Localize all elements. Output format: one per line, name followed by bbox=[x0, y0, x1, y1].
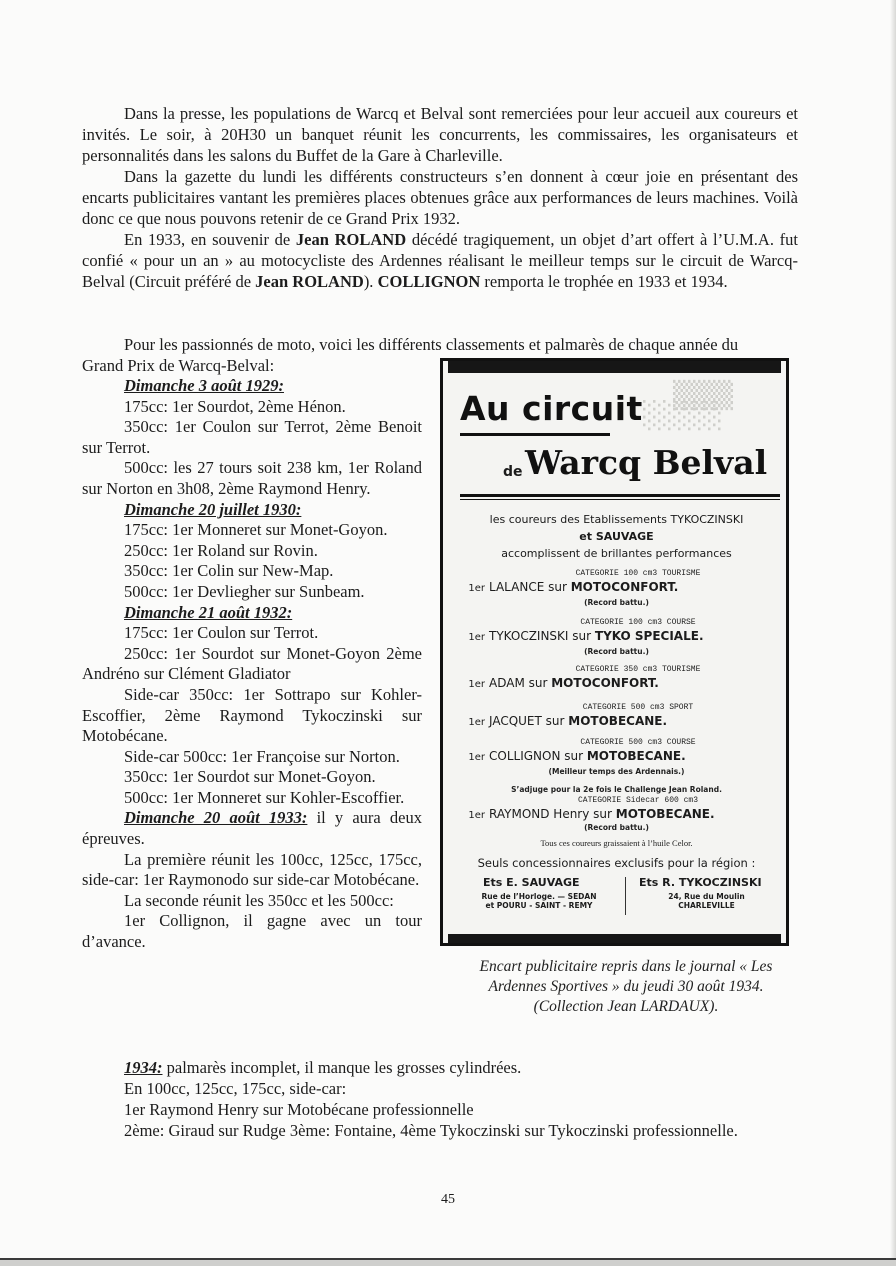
text-segment: décédé tragiquement, un objet d’art offert à l’U.M.A. fut confié « pour un an » au motocycliste des Ardennes réalisant le meilleur temps sur le circuit de Warcq-Belval (Circuit préféré de bbox=[82, 230, 798, 291]
palmares-intro-line2: Grand Prix de Warcq-Belval: bbox=[82, 356, 275, 375]
ad-note: (Record battu.) bbox=[584, 647, 649, 656]
ad-bike: TYKO SPECIALE. bbox=[594, 629, 704, 643]
ad-category: CATEGORIE 100 cm3 COURSE bbox=[580, 618, 696, 627]
result-line: 500cc: les 27 tours soit 238 km, 1er Roland sur Norton en 3h08, 2ème Raymond Henry. bbox=[82, 458, 422, 498]
result-line: 500cc: 1er Monneret sur Kohler-Escoffier. bbox=[124, 787, 405, 807]
ad-entry bbox=[457, 749, 777, 763]
caption-line: (Collection Jean LARDAUX). bbox=[533, 998, 719, 1015]
date-heading: Dimanche 20 juillet 1930: bbox=[124, 499, 302, 519]
bold-name: COLLIGNON bbox=[377, 272, 481, 291]
date-1933 bbox=[82, 808, 422, 849]
ad-title-circuit: Au circuit bbox=[460, 389, 643, 428]
ad-dealer-address bbox=[469, 892, 609, 910]
ad-entry bbox=[457, 629, 777, 643]
ad-rider: RAYMOND Henry sur bbox=[489, 807, 616, 821]
ad-entry bbox=[457, 676, 777, 690]
ad-entry bbox=[457, 580, 777, 594]
paragraph-gazette: Dans la gazette du lundi les différents constructeurs s’en donnent à cœur joie en présentant des encarts publicitaires vantant les premières places obtenues grâce aux performances de leurs machines. Voilà donc ce que nous pouvons retenir de ce Grand Prix 1932. bbox=[82, 167, 798, 228]
bold-name: Jean ROLAND bbox=[255, 272, 364, 291]
ad-bike: MOTOBECANE. bbox=[568, 714, 668, 728]
ad-address-line: et POURU - SAINT - REMY bbox=[485, 901, 593, 910]
ad-category: CATEGORIE 100 cm3 TOURISME bbox=[575, 569, 701, 578]
results-column bbox=[82, 376, 422, 953]
result-line: 2ème: Giraud sur Rudge 3ème: Fontaine, 4ème Tykoczinski sur Tykoczinski professionnelle. bbox=[124, 1121, 738, 1140]
result-line: 175cc: 1er Sourdot, 2ème Hénon. bbox=[124, 396, 346, 416]
ad-rider: TYKOCZINSKI sur bbox=[489, 629, 595, 643]
ad-address-line: 24, Rue du Moulin bbox=[668, 892, 745, 901]
ad-category: CATEGORIE 500 cm3 COURSE bbox=[580, 738, 696, 747]
result-line: La seconde réunit les 350cc et les 500cc: bbox=[124, 890, 394, 910]
ad-rank: 1er bbox=[468, 717, 485, 728]
result-line: 350cc: 1er Coulon sur Terrot, 2ème Benoit sur Terrot. bbox=[82, 417, 422, 457]
ad-rule bbox=[460, 499, 780, 500]
ad-rule bbox=[460, 433, 610, 436]
ad-entry bbox=[457, 714, 777, 728]
ad-oil-line: Tous ces coureurs graissaient à l’huile Celor. bbox=[540, 838, 693, 848]
result-line: 350cc: 1er Sourdot sur Monet-Goyon. bbox=[124, 767, 376, 787]
ad-rank: 1er bbox=[468, 583, 485, 594]
intro-paragraphs bbox=[82, 103, 798, 292]
ad-bottom-bar bbox=[448, 934, 781, 943]
result-line: 1er Collignon, il gagne avec un tour d’avance. bbox=[82, 911, 422, 952]
result-line: 350cc: 1er Colin sur New-Map. bbox=[124, 561, 334, 581]
advertisement-clipping bbox=[440, 358, 789, 946]
ad-rider: JACQUET sur bbox=[489, 714, 569, 728]
ad-intro-2: et SAUVAGE bbox=[579, 530, 654, 543]
result-line: 1er Raymond Henry sur Motobécane professionnelle bbox=[124, 1100, 474, 1119]
ad-rider: LALANCE sur bbox=[489, 580, 571, 594]
ad-category: CATEGORIE Sidecar 600 cm3 bbox=[577, 796, 699, 805]
text-segment: En 1933, en souvenir de bbox=[124, 230, 296, 249]
ad-dealer-tykoczinski: Ets R. TYKOCZINSKI bbox=[639, 876, 762, 889]
ad-rank: 1er bbox=[468, 632, 485, 643]
scan-bottom-band bbox=[0, 1260, 896, 1266]
caption-line: Ardennes Sportives » du jeudi 30 août 1934. bbox=[488, 978, 764, 995]
palmares-intro-line1: Pour les passionnés de moto, voici les différents classements et palmarès de chaque année du bbox=[124, 335, 739, 354]
ad-address-line: Rue de l’Horloge. — SEDAN bbox=[481, 892, 597, 901]
ad-dealer-address bbox=[639, 892, 774, 910]
ad-top-bar bbox=[448, 361, 781, 373]
ad-note: S’adjuge pour la 2e fois le Challenge Jean Roland. bbox=[511, 785, 722, 794]
caption-line: Encart publicitaire repris dans le journal « Les bbox=[479, 958, 773, 975]
ad-note: (Record battu.) bbox=[584, 598, 649, 607]
date-1934 bbox=[82, 1057, 798, 1078]
date-1930 bbox=[82, 500, 422, 521]
date-1932 bbox=[82, 603, 422, 624]
result-line: palmarès incomplet, il manque les grosses cylindrées. bbox=[162, 1058, 522, 1077]
result-line: 500cc: 1er Devliegher sur Sunbeam. bbox=[124, 581, 365, 601]
ad-rank: 1er bbox=[468, 752, 485, 763]
ad-separator bbox=[625, 877, 626, 915]
text-segment: remporta le trophée en 1933 et 1934. bbox=[480, 272, 728, 291]
date-1929 bbox=[82, 376, 422, 397]
result-line: 250cc: 1er Sourdot sur Monet-Goyon 2ème Andréno sur Clément Gladiator bbox=[82, 643, 422, 684]
bleed-through-texture: ░░░░ bbox=[643, 401, 723, 431]
result-line: 175cc: 1er Monneret sur Monet-Goyon. bbox=[124, 520, 388, 540]
ad-rider: COLLIGNON sur bbox=[489, 749, 587, 763]
result-line: La première réunit les 100cc, 125cc, 175cc, side-car: 1er Raymonodo sur side-car Motobécane. bbox=[82, 849, 422, 890]
ad-bike: MOTOBECANE. bbox=[615, 807, 715, 821]
ad-bike: MOTOCONFORT. bbox=[551, 676, 659, 690]
ad-bike: MOTOCONFORT. bbox=[570, 580, 679, 594]
bold-name: Jean ROLAND bbox=[295, 230, 407, 249]
ad-rule bbox=[460, 494, 780, 497]
ad-entry bbox=[457, 807, 777, 821]
date-heading: Dimanche 20 août 1933: bbox=[124, 808, 308, 828]
ad-dealers-heading: Seuls concessionnaires exclusifs pour la région : bbox=[477, 856, 756, 870]
ad-category: CATEGORIE 350 cm3 TOURISME bbox=[575, 665, 701, 674]
ad-caption bbox=[440, 957, 812, 1017]
date-heading: Dimanche 3 août 1929: bbox=[124, 376, 284, 395]
ad-rank: 1er bbox=[468, 679, 485, 690]
ad-address-line: CHARLEVILLE bbox=[678, 901, 735, 910]
page-edge-shadow bbox=[890, 0, 896, 1266]
result-line: il y aura deux épreuves. bbox=[82, 808, 422, 849]
ad-title-de: de bbox=[503, 464, 523, 480]
ad-intro-1: les coureurs des Etablissements TYKOCZINSKI bbox=[489, 513, 744, 526]
ad-bike: MOTOBECANE. bbox=[586, 749, 686, 763]
page-number: 45 bbox=[441, 1192, 455, 1207]
result-line: 175cc: 1er Coulon sur Terrot. bbox=[124, 623, 319, 643]
ad-note: (Meilleur temps des Ardennais.) bbox=[548, 767, 685, 776]
result-line: En 100cc, 125cc, 175cc, side-car: bbox=[124, 1079, 347, 1098]
ad-category: CATEGORIE 500 cm3 SPORT bbox=[582, 703, 694, 712]
bleed-through-texture: ▒▒▒ bbox=[673, 381, 733, 411]
result-line: Side-car 350cc: 1er Sottrapo sur Kohler-Escoffier, 2ème Raymond Tykoczinski sur Motobécane. bbox=[82, 684, 422, 746]
ad-intro-3: accomplissent de brillantes performances bbox=[501, 547, 732, 560]
date-heading: 1934: bbox=[124, 1058, 163, 1077]
paragraph-trophy bbox=[82, 229, 798, 292]
ad-dealer-sauvage: Ets E. SAUVAGE bbox=[483, 876, 580, 889]
results-1934 bbox=[82, 1057, 798, 1141]
result-line: Side-car 500cc: 1er Françoise sur Norton. bbox=[124, 746, 400, 766]
date-heading: Dimanche 21 août 1932: bbox=[124, 602, 293, 622]
ad-note: (Record battu.) bbox=[584, 823, 649, 832]
result-line: 250cc: 1er Roland sur Rovin. bbox=[124, 540, 318, 560]
text-segment: ). bbox=[363, 272, 378, 291]
ad-rider: ADAM sur bbox=[489, 676, 552, 690]
ad-title-warcq-belval: Warcq Belval bbox=[525, 443, 768, 482]
paragraph-press: Dans la presse, les populations de Warcq et Belval sont remerciées pour leur accueil aux coureurs et invités. Le soir, à 20H30 un banquet réunit les concurrents, les commissaires, les organisateurs et personnalités dans les salons du Buffet de la Gare à Charleville. bbox=[82, 104, 798, 165]
ad-rank: 1er bbox=[468, 810, 485, 821]
